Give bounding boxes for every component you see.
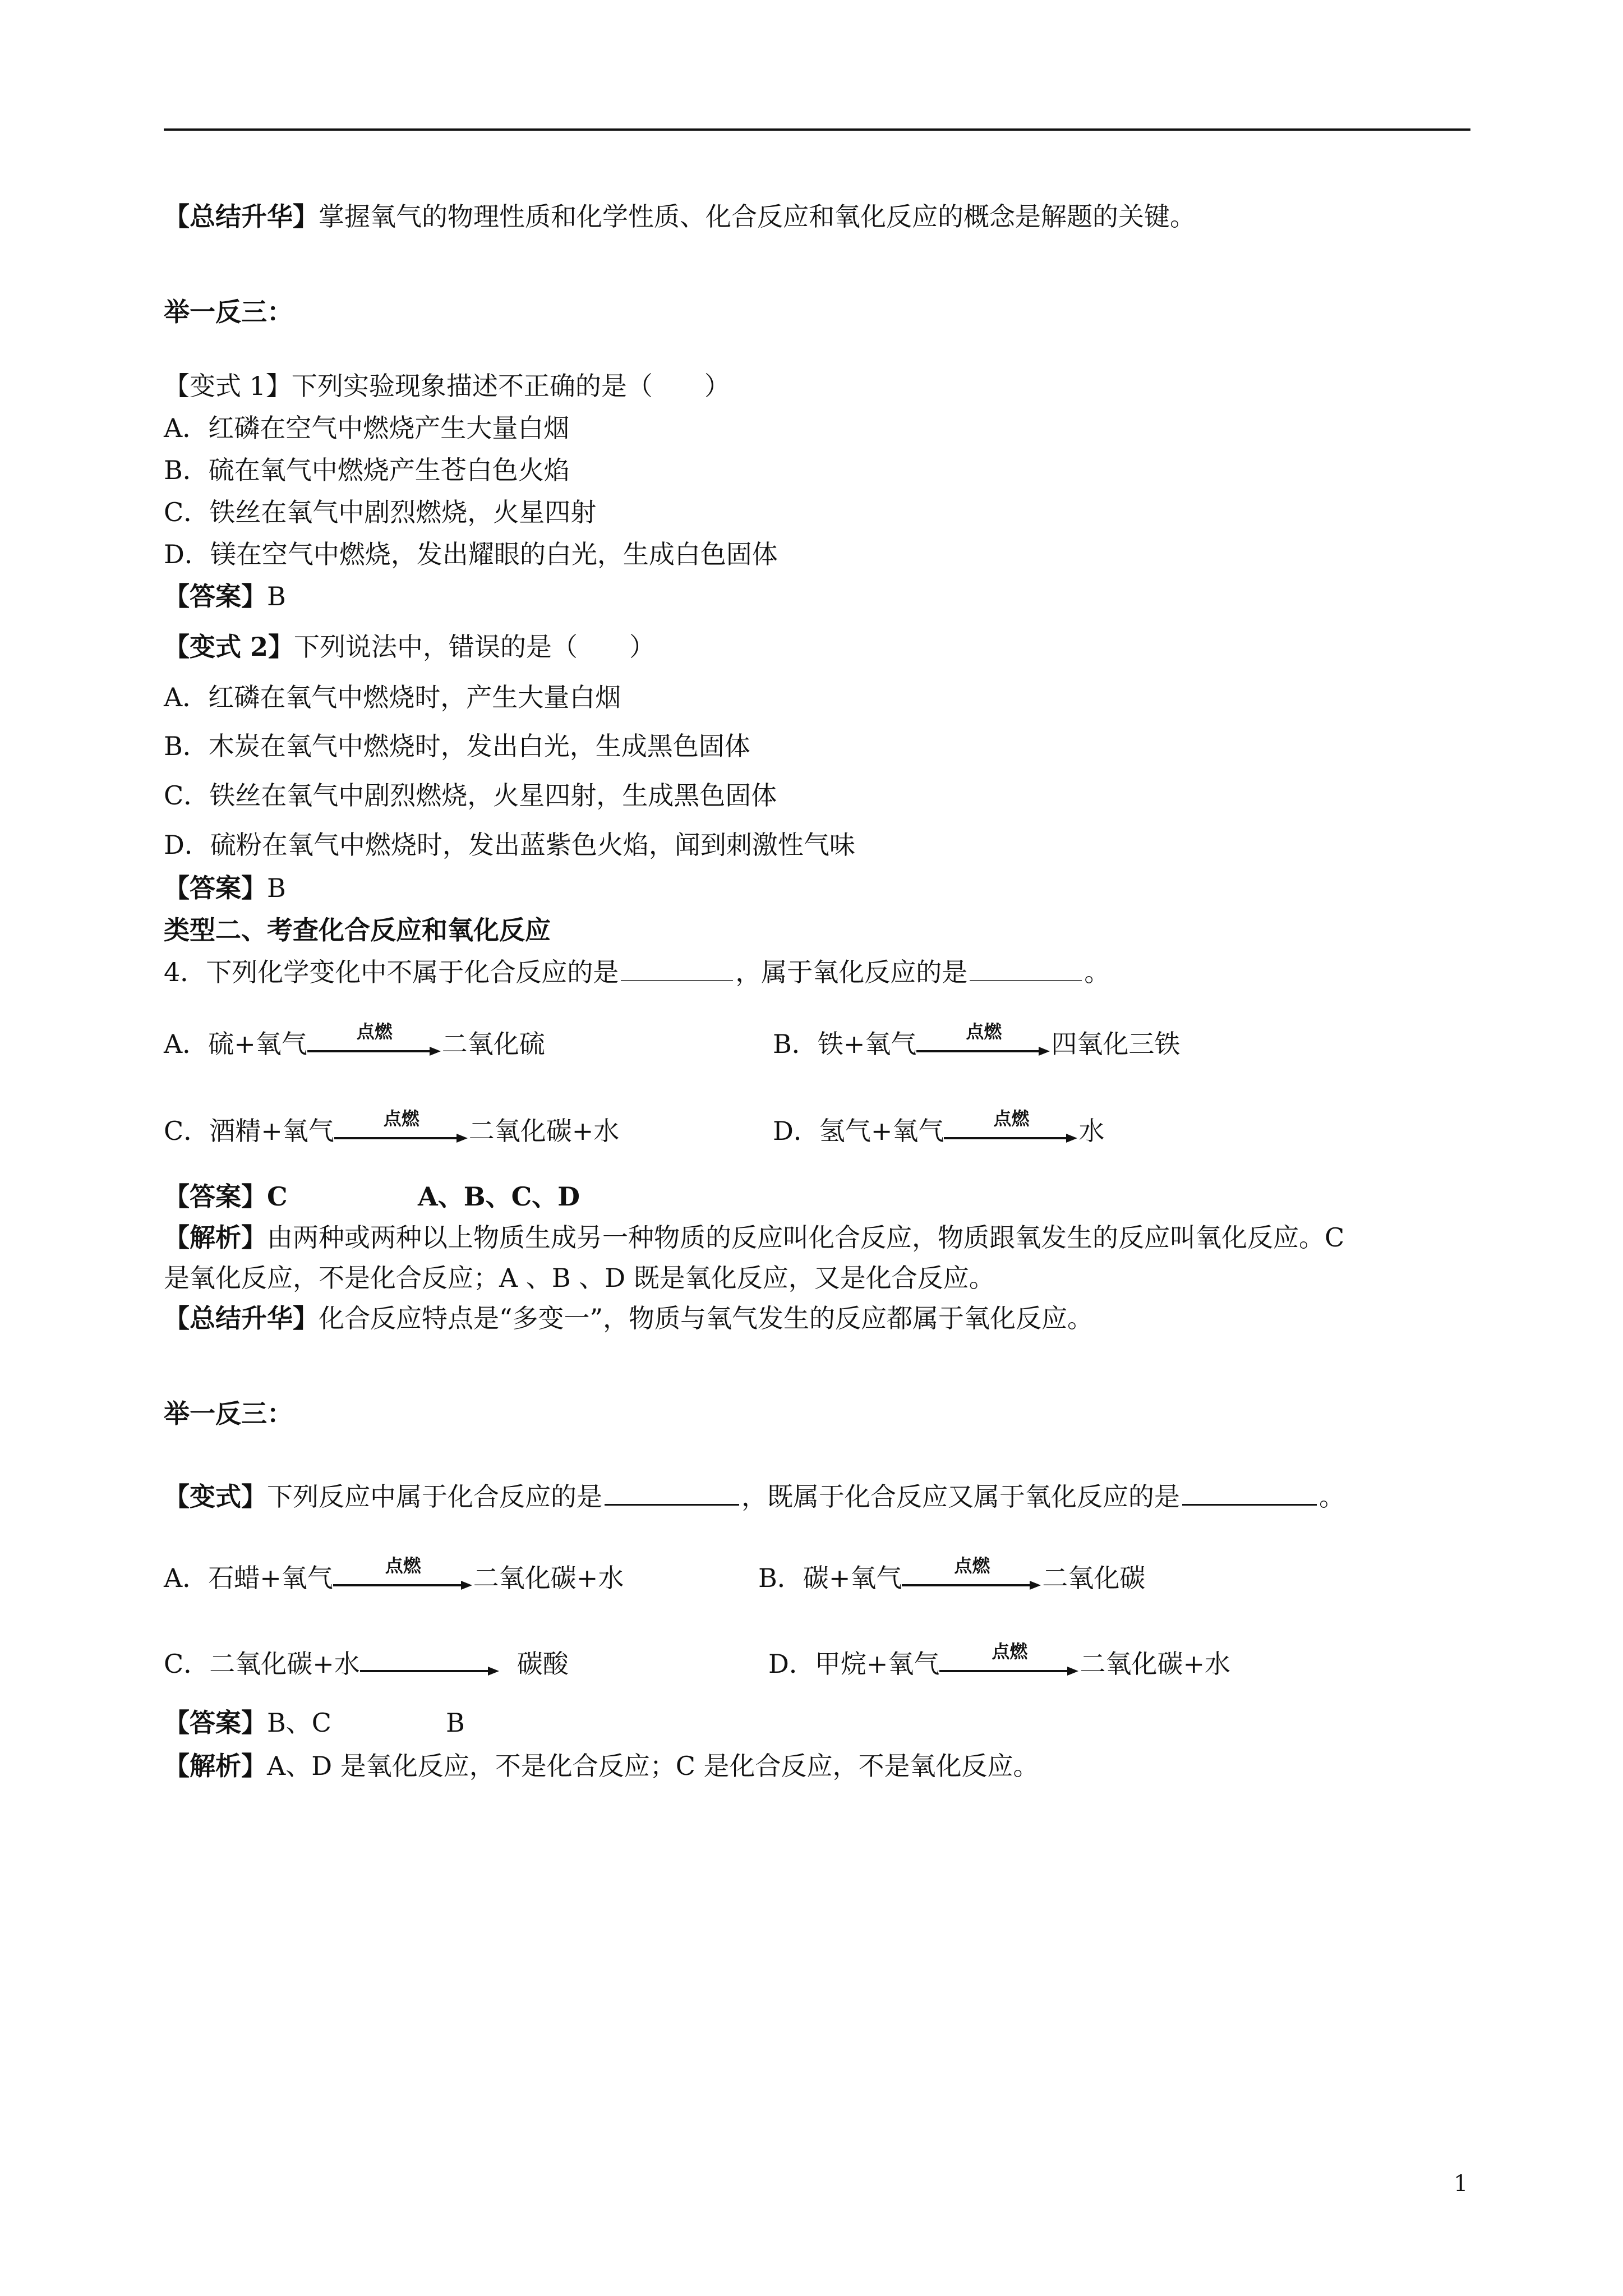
q4-stem-part1: 4．下列化学变化中不属于化合反应的是 [164,957,619,987]
variant3-blank-2[interactable] [1182,1503,1317,1506]
q4-reaction-c [164,1108,620,1153]
reaction-products: 二氧化碳+水 [468,1116,620,1146]
arrow-condition: 点燃 [966,1021,1002,1042]
q4-stem [164,956,1110,988]
variant2-option-d: D．硫粉在氧气中燃烧时，发出蓝紫色火焰，闻到刺激性气味 [164,830,855,860]
reaction-products: 二氧化碳 [1042,1563,1146,1593]
variant1-answer [164,581,286,612]
q4-reaction-a [164,1021,545,1066]
header-rule [164,128,1470,131]
q4-stem-end: 。 [1084,957,1110,987]
variant2-option-a: A．红磷在氧气中燃烧时，产生大量白烟 [164,682,621,712]
variant3-stem-part1: 下列反应中属于化合反应的是 [267,1481,602,1512]
q4-stem-part2: ，属于氧化反应的是 [735,957,968,987]
q4-answer-2: A、B、C、D [418,1181,580,1212]
reaction-arrow [902,1555,1042,1600]
q4-answer [164,1181,288,1212]
reaction-products: 水 [1078,1116,1105,1146]
variant1-text: 下列实验现象描述不正确的是（ ） [291,371,730,401]
arrow-condition: 点燃 [954,1555,990,1576]
reaction-reactants: 氢气+氧气 [819,1116,944,1146]
q4-reaction-b [773,1021,1181,1066]
reaction-label: D． [768,1649,815,1679]
variant2-answer [164,872,286,904]
variant2-tag: 【变式 2】 [164,632,294,662]
summary-tag: 【总结升华】 [164,201,319,232]
variant3-analysis-text: A、D 是氧化反应，不是化合反应；C 是化合反应，不是氧化反应。 [267,1751,1039,1781]
reaction-label: C． [164,1116,210,1146]
reaction-products: 四氧化三铁 [1051,1029,1181,1059]
summary-text: 掌握氧气的物理性质和化学性质、化合反应和氧化反应的概念是解题的关键。 [319,201,1196,232]
reaction-arrow [333,1555,473,1600]
q4-analysis-tag: 【解析】 [164,1222,267,1253]
variant3-analysis-tag: 【解析】 [164,1751,267,1781]
arrow-condition: 点燃 [993,1108,1030,1129]
q4-answer-tag: 【答案】 [164,1181,267,1212]
reaction-arrow [360,1646,500,1686]
arrow-condition: 点燃 [992,1641,1028,1662]
reaction-reactants: 二氧化碳+水 [209,1649,360,1679]
q4-blank-1[interactable] [621,979,733,981]
variant1-option-b: B．硫在氧气中燃烧产生苍白色火焰 [164,455,570,485]
variant3-answer-tag: 【答案】 [164,1708,267,1738]
variant1-option-a: A．红磷在空气中燃烧产生大量白烟 [164,413,570,443]
variant1-answer-tag: 【答案】 [164,581,267,611]
page-number: 1 [1454,2171,1468,2197]
reaction-arrow [939,1641,1080,1686]
reaction-label: B． [773,1029,818,1059]
variant3-stem [164,1481,1345,1512]
variant3-reaction-d [768,1641,1230,1686]
arrow-condition: 点燃 [383,1108,419,1129]
reaction-products: 二氧化碳+水 [473,1563,624,1593]
variant3-reaction-c [164,1646,569,1686]
variant2-option-c: C．铁丝在氧气中剧烈燃烧，火星四射，生成黑色固体 [164,780,777,811]
variant1-option-c: C．铁丝在氧气中剧烈燃烧，火星四射 [164,497,597,527]
reaction-reactants: 酒精+氧气 [209,1116,334,1146]
arrow-condition: 点燃 [385,1555,421,1576]
variant1-answer-value: B [267,581,286,611]
variant3-blank-1[interactable] [605,1503,739,1506]
reaction-arrow [944,1108,1078,1153]
variant1-question [164,370,730,402]
variant3-answer-1: B、C [267,1708,331,1738]
reaction-label: A． [164,1029,209,1059]
q4-analysis-line1 [164,1222,1344,1253]
q4-summary-text: 化合反应特点是“多变一”，物质与氧气发生的反应都属于氧化反应。 [319,1303,1094,1333]
reaction-arrow [307,1021,442,1066]
variant1-option-d: D．镁在空气中燃烧，发出耀眼的白光，生成白色固体 [164,539,778,569]
reaction-reactants: 石蜡+氧气 [208,1563,333,1593]
reaction-label: C． [164,1649,210,1679]
reaction-reactants: 甲烷+氧气 [814,1649,940,1679]
variant1-tag: 【变式 1】 [164,371,292,401]
reaction-reactants: 铁+氧气 [817,1029,917,1059]
variant2-answer-value: B [267,873,286,903]
q4-analysis-line2: 是氧化反应，不是化合反应；A 、B 、D 既是氧化反应，又是化合反应。 [164,1263,995,1293]
reaction-label: A． [164,1563,209,1593]
reaction-label: D． [773,1116,819,1146]
practice-heading-1: 举一反三： [164,297,293,327]
variant3-tag: 【变式】 [164,1481,267,1512]
q4-summary [164,1303,1093,1334]
variant3-reaction-a [164,1555,624,1600]
reaction-products: 二氧化硫 [441,1029,545,1059]
type2-heading: 类型二、考查化合反应和氧化反应 [164,915,551,945]
variant2-option-b: B．木炭在氧气中燃烧时，发出白光，生成黑色固体 [164,731,750,761]
variant3-reaction-b [758,1555,1146,1600]
variant2-answer-tag: 【答案】 [164,873,267,903]
q4-summary-tag: 【总结升华】 [164,1303,319,1333]
reaction-arrow [334,1108,469,1153]
variant3-answer-2: B [446,1708,465,1738]
reaction-products: 二氧化碳+水 [1080,1649,1230,1679]
q4-answer-1: C [267,1181,288,1212]
arrow-condition: 点燃 [356,1021,393,1042]
variant3-stem-part2: ，既属于化合反应又属于氧化反应的是 [741,1481,1180,1512]
q4-blank-2[interactable] [970,979,1082,981]
reaction-products: 碳酸 [517,1649,569,1679]
variant3-analysis [164,1750,1039,1782]
reaction-reactants: 硫+氧气 [208,1029,307,1059]
q4-analysis-text1: 由两种或两种以上物质生成另一种物质的反应叫化合反应，物质跟氧发生的反应叫氧化反应。C [267,1222,1345,1253]
variant2-text: 下列说法中，错误的是（ ） [294,632,656,662]
practice-heading-2: 举一反三： [164,1398,293,1429]
q4-reaction-d [773,1108,1105,1153]
summary-paragraph [164,201,1196,232]
reaction-reactants: 碳+氧气 [803,1563,902,1593]
reaction-arrow [916,1021,1051,1066]
variant3-stem-end: 。 [1319,1481,1345,1512]
variant2-question [164,631,655,662]
reaction-label: B． [758,1563,803,1593]
variant3-answer [164,1707,331,1738]
